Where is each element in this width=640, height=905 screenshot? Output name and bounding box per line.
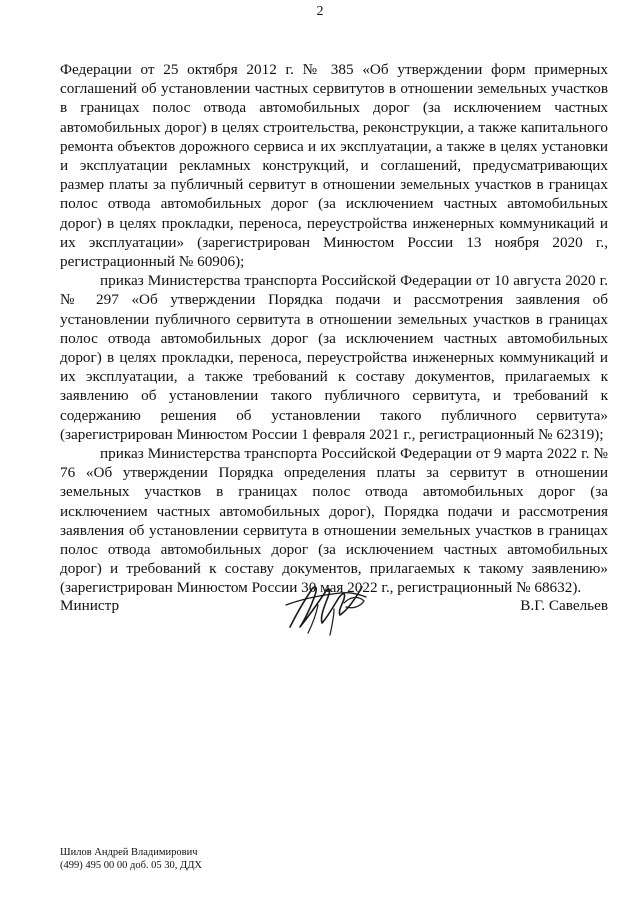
paragraph-order-297: приказ Министерства транспорта Российской Федерации от 10 августа 2020 г. № 297 «Об утверждении Порядка подачи и рассмотрения заявления об установлении публичного сервитута в отношении земельных участков в границах полос отвода автомобильных дорог (за исключением частных автомобильных дорог) в целях прокладки, переноса, переустройства инженерных коммуникаций и их эксплуатации, а также требований к составу документов, прилагаемых к заявлению об установлении такого публичного сервитута, и требований к содержанию решения об установлении такого публичного сервитута» (зарегистрирован Минюстом России 1 февраля 2021 г., регистрационный № 62319); — [60, 272, 608, 443]
paragraph-continuation: Федерации от 25 октября 2012 г. № 385 «Об утверждении форм примерных соглашений об установлении частных сервитутов в отношении земельных участков в границах полос отвода автомобильных дорог (за исключением частных автомобильных дорог) в целях строительства, реконструкции, а также капитального ремонта объектов дорожного сервиса и их эксплуатации, а также в целях установки и эксплуатации рекламных конструкций, и соглашений, предусматривающих размер платы за публичный сервитут в отношении земельных участков в границах полос отвода автомобильных дорог (за исключением частных автомобильных дорог) в целях прокладки, переноса, переустройства инженерных коммуникаций и их эксплуатации» (зарегистрирован Минюстом России 13 ноября 2020 г., регистрационный № 60906); — [60, 61, 608, 271]
page-number: 2 — [316, 4, 324, 19]
executor-phone: (499) 495 00 00 доб. 05 30, ДДХ — [60, 859, 202, 871]
handwritten-signature — [282, 575, 372, 639]
signature-block — [60, 597, 608, 637]
executor-info — [60, 847, 202, 872]
signer-name: В.Г. Савельев — [520, 597, 608, 614]
paragraph-order-76: приказ Министерства транспорта Российской Федерации от 9 марта 2022 г. № 76 «Об утверждении Порядка определения платы за сервитут в отношении земельных участков в границах полос отвода автомобильных дорог (за исключением частных автомобильных дорог), Порядка подачи и рассмотрения заявления об установлении сервитута в отношении земельных участков в границах полос отвода автомобильных дорог (за исключением частных автомобильных дорог) и требований к составу документов, прилагаемых к такому заявлению» (зарегистрирован Минюстом России 30 мая 2022 г., регистрационный № 68632). — [60, 445, 608, 597]
signer-title: Министр — [60, 597, 120, 614]
executor-name: Шилов Андрей Владимирович — [60, 847, 198, 858]
document-body — [60, 60, 608, 598]
